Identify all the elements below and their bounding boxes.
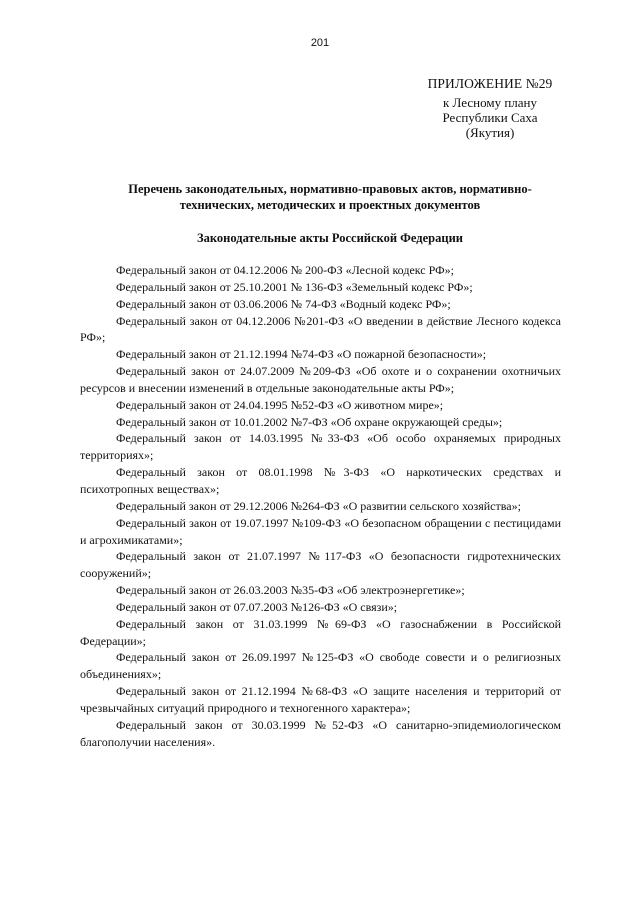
appendix-line: (Якутия) <box>465 125 515 140</box>
appendix-line: Республики Саха <box>442 110 538 125</box>
law-item: Федеральный закон от 30.03.1999 №52-ФЗ «О санитарно-эпидемиологическом благополучии населения». <box>80 717 561 749</box>
law-item: Федеральный закон от 21.07.1997 №117-ФЗ «О безопасности гидротехнических сооружений»; <box>80 549 561 581</box>
law-item: Федеральный закон от 26.09.1997 №125-ФЗ «О свободе совести и о религиозных объединениях»; <box>80 650 561 682</box>
document-title <box>80 181 580 213</box>
law-list <box>80 262 561 750</box>
law-item: Федеральный закон от 14.03.1995 №33-ФЗ «Об особо охраняемых природных территориях»; <box>80 431 561 463</box>
law-item: Федеральный закон от 25.10.2001 № 136-ФЗ «Земельный кодекс РФ»; <box>116 279 473 294</box>
law-item: Федеральный закон от 29.12.2006 №264-ФЗ «О развитии сельского хозяйства»; <box>116 498 521 513</box>
law-item: Федеральный закон от 21.12.1994 №74-ФЗ «О пожарной безопасности»; <box>116 347 487 362</box>
section-title: Законодательные акты Российской Федерации <box>197 231 463 245</box>
law-item: Федеральный закон от 24.07.2009 №209-ФЗ «Об охоте и о сохранении охотничьих ресурсов и внесении изменений в отдельные законодательные акты РФ»; <box>80 364 561 395</box>
document-title-line: технических, методических и проектных документов <box>179 198 481 212</box>
document-title-line: Перечень законодательных, нормативно-правовых актов, нормативно- <box>128 182 532 196</box>
law-item: Федеральный закон от 03.06.2006 № 74-ФЗ «Водный кодекс РФ»; <box>116 296 451 311</box>
law-item: Федеральный закон от 31.03.1999 №69-ФЗ «О газоснабжении в Российской Федерации»; <box>80 616 561 648</box>
appendix-line: к Лесному плану <box>442 95 537 110</box>
law-item: Федеральный закон от 26.03.2003 №35-ФЗ «Об электроэнергетике»; <box>116 583 465 598</box>
page-number: 201 <box>310 37 330 49</box>
law-item: Федеральный закон от 19.07.1997 №109-ФЗ «О безопасном обращении с пестицидами и агрохимикатами»; <box>80 515 561 547</box>
law-item: Федеральный закон от 08.01.1998 №3-ФЗ «О наркотических средствах и психотропных веществах»; <box>80 465 561 496</box>
law-item: Федеральный закон от 10.01.2002 №7-ФЗ «Об охране окружающей среды»; <box>116 414 503 429</box>
law-item: Федеральный закон от 24.04.1995 №52-ФЗ «О животном мире»; <box>116 397 444 412</box>
appendix-header <box>400 76 580 140</box>
appendix-title: ПРИЛОЖЕНИЕ №29 <box>427 76 553 91</box>
law-item: Федеральный закон от 04.12.2006 № 200-ФЗ «Лесной кодекс РФ»; <box>116 263 454 277</box>
law-item: Федеральный закон от 21.12.1994 №68-ФЗ «О защите населения и территорий от чрезвычайных ситуаций природного и техногенного характера»; <box>80 684 561 715</box>
law-item: Федеральный закон от 04.12.2006 №201-ФЗ «О введении в действие Лесного кодекса РФ»; <box>80 313 561 345</box>
law-item: Федеральный закон от 07.07.2003 №126-ФЗ «О связи»; <box>116 599 398 614</box>
